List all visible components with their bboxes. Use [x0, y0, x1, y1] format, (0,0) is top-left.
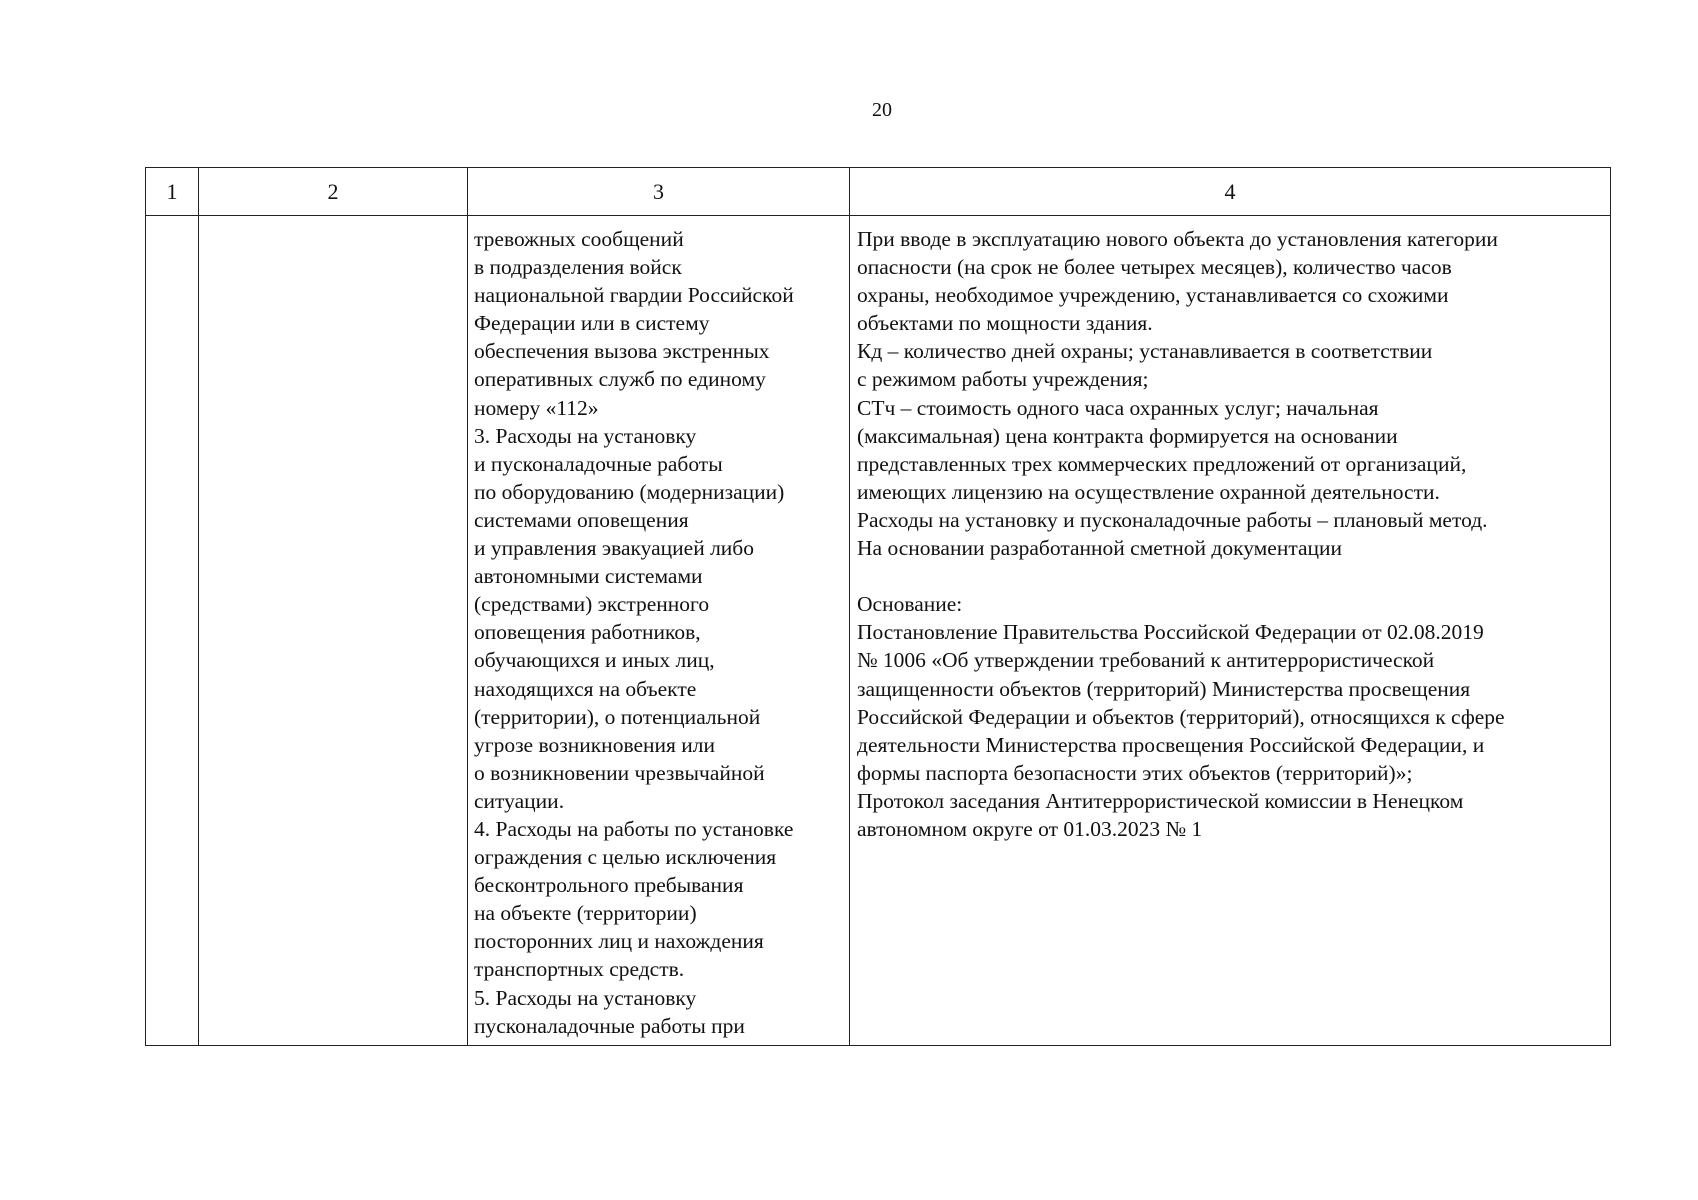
text-line: угрозе возникновения или — [474, 732, 716, 757]
text-line: пусконаладочные работы при — [474, 1013, 745, 1038]
text-line: автономными системами — [474, 564, 703, 589]
text-line: номеру «112» — [474, 395, 599, 420]
text-line: автономном округе от 01.03.2023 № 1 — [857, 816, 1203, 841]
text-line — [857, 562, 1610, 590]
text-line: и пусконаладочные работы — [474, 451, 723, 476]
col4-text — [850, 216, 1610, 843]
cell-col-4 — [850, 216, 1611, 1046]
cell-col-1 — [146, 216, 199, 1046]
text-line: находящихся на объекте — [474, 676, 697, 701]
text-line: (средствами) экстренного — [474, 592, 710, 617]
table-header-row — [146, 168, 1611, 216]
header-cell-3: 3 — [468, 168, 850, 216]
text-line: Федерации или в систему — [474, 311, 710, 336]
text-line: посторонних лиц и нахождения — [474, 929, 764, 954]
text-line: представленных трех коммерческих предложений от организаций, — [857, 451, 1467, 476]
text-line: 4. Расходы на работы по установке — [474, 816, 794, 841]
header-cell-4: 4 — [850, 168, 1611, 216]
text-line: объектами по мощности здания. — [857, 311, 1153, 336]
document-table — [145, 167, 1611, 1046]
text-line: о возникновении чрезвычайной — [474, 760, 765, 785]
text-line: на объекте (территории) — [474, 901, 697, 926]
cell-col-3 — [468, 216, 850, 1046]
text-line: ситуации. — [474, 788, 565, 813]
text-line: обеспечения вызова экстренных — [474, 339, 770, 364]
text-line: 3. Расходы на установку — [474, 423, 697, 448]
text-line: обучающихся и иных лиц, — [474, 648, 715, 673]
text-line: опасности (на срок не более четырех месяцев), количество часов — [857, 255, 1452, 280]
text-line: с режимом работы учреждения; — [857, 367, 1149, 392]
text-line: тревожных сообщений — [474, 227, 684, 251]
text-line: Российской Федерации и объектов (территорий), относящихся к сфере — [857, 704, 1505, 729]
text-line: 5. Расходы на установку — [474, 985, 697, 1010]
col3-text — [468, 216, 849, 1040]
text-line: № 1006 «Об утверждении требований к антитеррористической — [857, 648, 1435, 673]
text-line: защищенности объектов (территорий) Министерства просвещения — [857, 676, 1471, 701]
text-line: Постановление Правительства Российской Федерации от 02.08.2019 — [857, 620, 1484, 645]
text-line: имеющих лицензию на осуществление охранной деятельности. — [857, 479, 1440, 504]
text-line: (территории), о потенциальной — [474, 704, 761, 729]
cell-col-2 — [199, 216, 468, 1046]
text-line: и управления эвакуацией либо — [474, 536, 754, 561]
text-line: транспортных средств. — [474, 957, 685, 982]
text-line: СТч – стоимость одного часа охранных услуг; начальная — [857, 395, 1379, 420]
text-line: На основании разработанной сметной документации — [857, 536, 1343, 561]
text-line: по оборудованию (модернизации) — [474, 479, 785, 504]
text-line: национальной гвардии Российской — [474, 283, 794, 308]
text-line: Основание: — [857, 592, 963, 617]
text-line: При вводе в эксплуатацию нового объекта до установления категории — [857, 227, 1498, 251]
text-line: (максимальная) цена контракта формируется на основании — [857, 423, 1398, 448]
text-line: системами оповещения — [474, 507, 689, 532]
page-number: 20 — [872, 99, 892, 121]
text-line: формы паспорта безопасности этих объектов (территорий)»; — [857, 760, 1413, 785]
text-line: Кд – количество дней охраны; устанавливается в соответствии — [857, 339, 1433, 364]
text-line: бесконтрольного пребывания — [474, 873, 744, 898]
text-line: охраны, необходимое учреждению, устанавливается со схожими — [857, 283, 1449, 308]
text-line: Расходы на установку и пусконаладочные работы – плановый метод. — [857, 507, 1488, 532]
text-line: в подразделения войск — [474, 255, 682, 280]
text-line: Протокол заседания Антитеррористической комиссии в Ненецком — [857, 788, 1464, 813]
header-cell-1: 1 — [146, 168, 199, 216]
text-line: оперативных служб по единому — [474, 367, 766, 392]
text-line: оповещения работников, — [474, 620, 701, 645]
text-line: деятельности Министерства просвещения Российской Федерации, и — [857, 732, 1485, 757]
table-row — [146, 216, 1611, 1046]
header-cell-2: 2 — [199, 168, 468, 216]
text-line: ограждения с целью исключения — [474, 845, 777, 870]
